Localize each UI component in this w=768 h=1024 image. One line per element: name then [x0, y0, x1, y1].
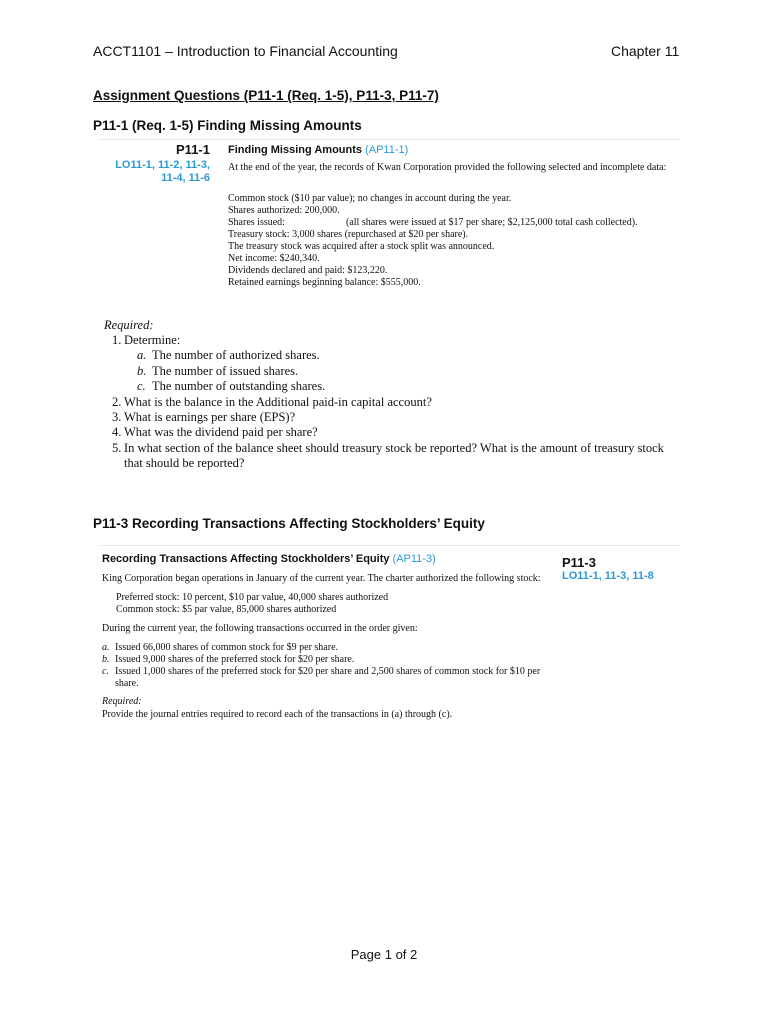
question-text: What is earnings per share (EPS)?	[124, 410, 296, 425]
question-item	[112, 395, 667, 410]
p11-1-section-title: P11-1 (Req. 1-5) Finding Missing Amounts	[93, 118, 362, 133]
data-line: Net income: $240,340.	[228, 253, 320, 264]
question-number: 3.	[112, 410, 122, 425]
question-number: 5.	[112, 440, 122, 455]
question-item	[112, 425, 667, 440]
sub-letter: c.	[137, 379, 146, 394]
p11-3-stock-list	[116, 592, 388, 616]
assignment-title: Assignment Questions (P11-1 (Req. 1-5), P11-3, P11-7)	[93, 88, 439, 103]
transaction-text: Issued 66,000 shares of common stock for $9 per share.	[115, 642, 339, 653]
question-text: Determine:	[124, 333, 181, 347]
sub-text: The number of authorized shares.	[152, 348, 320, 363]
shares-issued-label: Shares issued:	[228, 217, 285, 228]
p11-3-required-label: Required:	[102, 696, 142, 707]
data-line: The treasury stock was acquired after a stock split was announced.	[228, 241, 495, 252]
transaction-letter: a.	[102, 642, 110, 653]
transaction-letter: b.	[102, 654, 110, 665]
p11-1-learning-objectives	[100, 159, 210, 185]
p11-1-heading	[228, 144, 408, 156]
sub-text: The number of outstanding shares.	[152, 379, 326, 394]
data-line: Common stock ($10 par value); no changes in account during the year.	[228, 193, 512, 204]
p11-1-required-label: Required:	[104, 318, 154, 332]
transaction-item	[102, 642, 547, 654]
sub-letter: b.	[137, 363, 147, 378]
question-number: 1.	[112, 333, 122, 347]
p11-3-learning-objectives: LO11-1, 11-3, 11-8	[562, 570, 654, 582]
p11-3-code: P11-3	[562, 555, 596, 570]
p11-3-heading	[102, 553, 436, 565]
shares-issued-note: (all shares were issued at $17 per share; $2,125,000 total cash collected).	[346, 217, 638, 228]
course-title: ACCT1101 – Introduction to Financial Accounting	[93, 43, 398, 59]
question-number: 2.	[112, 394, 122, 409]
p11-1-data-list	[228, 193, 668, 289]
transaction-letter: c.	[102, 666, 109, 677]
question-text: In what section of the balance sheet should treasury stock be reported? What is the amount of treasury stock that should be reported?	[124, 440, 664, 471]
data-line: Treasury stock: 3,000 shares (repurchased at $20 per share).	[228, 229, 469, 240]
p11-3-during: During the current year, the following transactions occurred in the order given:	[102, 623, 418, 634]
p11-1-ap-ref: (AP11-1)	[365, 144, 409, 156]
transaction-text: Issued 9,000 shares of the preferred stock for $20 per share.	[115, 654, 355, 665]
question-number: 4.	[112, 425, 122, 440]
sub-question	[137, 364, 667, 379]
p11-1-questions	[112, 333, 667, 472]
p11-3-required-text: Provide the journal entries required to record each of the transactions in (a) through (c).	[102, 709, 453, 720]
p11-3-intro: King Corporation began operations in January of the current year. The charter authorized the following stock:	[102, 573, 541, 584]
p11-3-ap-ref: (AP11-3)	[392, 553, 436, 565]
p11-3-excerpt-rule	[100, 545, 680, 546]
transaction-item	[102, 666, 547, 690]
question-item	[112, 410, 667, 425]
p11-1-excerpt-rule	[100, 139, 680, 140]
sub-question	[137, 348, 667, 363]
p11-3-transactions	[102, 642, 547, 690]
lo-line-1: LO11-1, 11-2, 11-3,	[115, 159, 210, 171]
sub-question	[137, 379, 667, 394]
p11-1-heading-text: Finding Missing Amounts	[228, 144, 363, 156]
data-line: Dividends declared and paid: $123,220.	[228, 265, 388, 276]
page-number: Page 1 of 2	[350, 947, 418, 962]
chapter-label: Chapter 11	[611, 43, 680, 59]
p11-3-section-title: P11-3 Recording Transactions Affecting Stockholders’ Equity	[93, 516, 485, 531]
p11-3-heading-text: Recording Transactions Affecting Stockholders’ Equity	[102, 553, 390, 565]
lo-line-2: 11-4, 11-6	[161, 172, 210, 184]
transaction-item	[102, 654, 547, 666]
data-line: Shares authorized: 200,000.	[228, 205, 340, 216]
data-line: Retained earnings beginning balance: $555,000.	[228, 277, 421, 288]
stock-line: Common stock: $5 par value, 85,000 shares authorized	[116, 604, 337, 615]
sub-text: The number of issued shares.	[152, 363, 299, 378]
question-text: What is the balance in the Additional paid-in capital account?	[124, 394, 432, 409]
transaction-text: Issued 1,000 shares of the preferred stock for $20 per share and 2,500 shares of common stock for $10 per share.	[115, 666, 541, 689]
stock-line: Preferred stock: 10 percent, $10 par value, 40,000 shares authorized	[116, 592, 389, 603]
sub-letter: a.	[137, 348, 147, 363]
p11-1-intro: At the end of the year, the records of Kwan Corporation provided the following selected and incomplete data:	[228, 162, 667, 173]
shares-issued-line	[228, 217, 668, 229]
question-item	[112, 333, 667, 348]
question-item	[112, 441, 667, 472]
p11-1-code: P11-1	[176, 142, 210, 157]
question-text: What was the dividend paid per share?	[124, 425, 318, 440]
